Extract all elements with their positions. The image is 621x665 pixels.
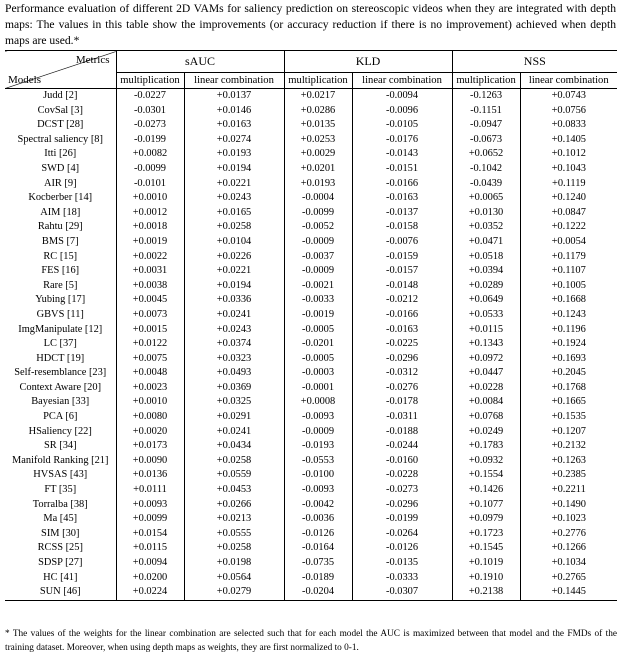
kld-linear-cell: -0.0096 (352, 104, 452, 119)
table-row (5, 206, 617, 221)
kld-linear-cell: -0.0296 (352, 498, 452, 513)
nss-multiplication-cell: +0.1545 (452, 541, 520, 556)
kld-linear-cell: -0.0166 (352, 177, 452, 192)
sauc-linear-cell: +0.0279 (184, 585, 284, 600)
nss-multiplication-cell: +0.0115 (452, 323, 520, 338)
sauc-linear-cell: +0.0325 (184, 395, 284, 410)
model-name-cell: Self-resemblance [23] (14, 367, 107, 379)
table-row (5, 162, 617, 177)
kld-multiplication-cell: -0.0201 (284, 337, 352, 352)
kld-linear-cell: -0.0166 (352, 308, 452, 323)
kld-multiplication-cell: -0.0042 (284, 498, 352, 513)
model-name-cell: Judd [2] (5, 89, 116, 104)
model-name-cell: SR [34] (43, 440, 77, 452)
results-table (5, 50, 617, 601)
nss-multiplication-cell: +0.0533 (452, 308, 520, 323)
nss-multiplication-cell: +0.0649 (452, 293, 520, 308)
sauc-multiplication-cell: +0.0031 (116, 264, 184, 279)
model-name-cell: HDCT [19] (36, 352, 85, 364)
kld-linear-cell: -0.0143 (352, 147, 452, 162)
table-row (5, 439, 617, 454)
sauc-multiplication-cell: +0.0075 (116, 352, 184, 367)
sauc-multiplication-cell: +0.0023 (116, 381, 184, 396)
model-name-cell: HVSAS [43] (33, 469, 88, 481)
nss-multiplication-cell: -0.0673 (452, 133, 520, 148)
table-row (5, 571, 617, 586)
kld-linear-cell: -0.0076 (352, 235, 452, 250)
sauc-multiplication-cell: +0.0010 (116, 395, 184, 410)
kld-multiplication-cell: -0.0033 (284, 293, 352, 308)
kld-linear-cell: -0.0163 (352, 191, 452, 206)
kld-linear-cell: -0.0105 (352, 118, 452, 133)
kld-multiplication-cell: +0.0201 (284, 162, 352, 177)
nss-multiplication-cell: +0.0932 (452, 454, 520, 469)
sauc-multiplication-cell: +0.0122 (116, 337, 184, 352)
kld-linear-cell: -0.0151 (352, 162, 452, 177)
sauc-linear-cell: +0.0274 (184, 133, 284, 148)
subheader-sauc-multiplication: multiplication (116, 73, 184, 89)
nss-multiplication-cell: +0.0768 (452, 410, 520, 425)
sauc-linear-cell: +0.0258 (184, 454, 284, 469)
kld-linear-cell: -0.0244 (352, 439, 452, 454)
kld-multiplication-cell: -0.0021 (284, 279, 352, 294)
kld-linear-cell: -0.0296 (352, 352, 452, 367)
sauc-linear-cell: +0.0226 (184, 250, 284, 265)
model-name-cell: DCST [28] (37, 119, 84, 131)
model-name-cell: BMS [7] (41, 235, 79, 247)
nss-multiplication-cell: +0.0972 (452, 352, 520, 367)
table-row (5, 323, 617, 338)
table-row (5, 381, 617, 396)
sauc-linear-cell: +0.0564 (184, 571, 284, 586)
sauc-multiplication-cell: +0.0082 (116, 147, 184, 162)
model-name-cell: SUN [46] (5, 585, 116, 600)
table-caption: Performance evaluation of different 2D VAMs for saliency prediction on stereoscopic videos when they are integrated with depth maps: The values in this table show the improvements (or accuracy reduction if there is no improvement) achieved when depth maps are used.* (5, 2, 616, 47)
sauc-multiplication-cell: +0.0093 (116, 498, 184, 513)
nss-linear-cell: +0.1023 (520, 512, 617, 527)
table-row (5, 293, 617, 308)
nss-multiplication-cell: -0.1263 (452, 89, 520, 104)
kld-linear-cell: -0.0225 (352, 337, 452, 352)
table-row (5, 220, 617, 235)
kld-multiplication-cell: -0.0009 (284, 264, 352, 279)
nss-multiplication-cell: +0.1783 (452, 439, 520, 454)
subheader-nss-multiplication: multiplication (452, 73, 520, 89)
nss-multiplication-cell: +0.0289 (452, 279, 520, 294)
model-name-cell: Spectral saliency [8] (17, 133, 103, 145)
model-name-cell: Torralba [38] (32, 498, 88, 510)
nss-linear-cell: +0.1693 (520, 352, 617, 367)
model-name-cell: HSaliency [22] (28, 425, 92, 437)
subheader-nss-linear: linear combination (520, 73, 617, 89)
kld-multiplication-cell: -0.0036 (284, 512, 352, 527)
kld-linear-cell: -0.0264 (352, 527, 452, 542)
sauc-multiplication-cell: +0.0073 (116, 308, 184, 323)
table-row (5, 308, 617, 323)
sauc-linear-cell: +0.0493 (184, 366, 284, 381)
kld-multiplication-cell: -0.0004 (284, 191, 352, 206)
sauc-multiplication-cell: +0.0224 (116, 585, 184, 600)
sauc-multiplication-cell: -0.0101 (116, 177, 184, 192)
table-row (5, 395, 617, 410)
kld-multiplication-cell: -0.0009 (284, 235, 352, 250)
nss-multiplication-cell: +0.2138 (452, 585, 520, 600)
nss-multiplication-cell: -0.1042 (452, 162, 520, 177)
kld-multiplication-cell: +0.0286 (284, 104, 352, 119)
sauc-multiplication-cell: +0.0111 (116, 483, 184, 498)
nss-linear-cell: +0.1266 (520, 541, 617, 556)
nss-linear-cell: +0.1768 (520, 381, 617, 396)
sauc-linear-cell: +0.0221 (184, 264, 284, 279)
sauc-linear-cell: +0.0194 (184, 162, 284, 177)
kld-multiplication-cell: +0.0193 (284, 177, 352, 192)
kld-linear-cell: -0.0307 (352, 585, 452, 600)
sauc-linear-cell: +0.0323 (184, 352, 284, 367)
kld-multiplication-cell: -0.0037 (284, 250, 352, 265)
nss-multiplication-cell: +0.1077 (452, 498, 520, 513)
subheader-kld-linear: linear combination (352, 73, 452, 89)
model-name-cell: SDSP [27] (38, 557, 83, 568)
sauc-linear-cell: +0.0291 (184, 410, 284, 425)
nss-multiplication-cell: +0.0979 (452, 512, 520, 527)
kld-multiplication-cell: -0.0553 (284, 454, 352, 469)
table-footnote: * The values of the weights for the linear combination are selected such that for each model the AUC is maximized between that model and the FMDs of the training dataset. Moreover, when using depth maps as weights, they are first normalized to 0-1. (5, 629, 617, 653)
metrics-label: Metrics (75, 54, 110, 66)
kld-linear-cell: -0.0199 (352, 512, 452, 527)
model-name-cell: FES [16] (41, 265, 80, 277)
nss-multiplication-cell: +0.1343 (452, 337, 520, 352)
table-row (5, 147, 617, 162)
nss-linear-cell: +0.1490 (520, 498, 617, 513)
kld-multiplication-cell: -0.0204 (284, 585, 352, 600)
table-row (5, 133, 617, 148)
table-row (5, 410, 617, 425)
table-row (5, 454, 617, 469)
kld-linear-cell: -0.0312 (352, 366, 452, 381)
model-name-cell: HC [41] (43, 571, 78, 583)
group-header-nss: NSS (452, 51, 617, 73)
model-name-cell: ImgManipulate [12] (18, 323, 103, 335)
table-row (5, 425, 617, 440)
kld-linear-cell: -0.0178 (352, 395, 452, 410)
kld-multiplication-cell: +0.0217 (284, 89, 352, 104)
sauc-linear-cell: +0.0146 (184, 104, 284, 119)
nss-multiplication-cell: +0.0471 (452, 235, 520, 250)
kld-multiplication-cell: -0.0099 (284, 206, 352, 221)
nss-multiplication-cell: +0.0249 (452, 425, 520, 440)
nss-multiplication-cell: +0.1019 (452, 556, 520, 571)
table-row (5, 352, 617, 367)
nss-multiplication-cell: +0.0518 (452, 250, 520, 265)
kld-linear-cell: -0.0148 (352, 279, 452, 294)
sauc-multiplication-cell: -0.0099 (116, 162, 184, 177)
nss-linear-cell: +0.1107 (520, 264, 617, 279)
kld-linear-cell: -0.0137 (352, 206, 452, 221)
nss-linear-cell: +0.1222 (520, 220, 617, 235)
group-header-kld: KLD (284, 51, 452, 73)
nss-linear-cell: +0.1034 (520, 556, 617, 571)
model-name-cell: CovSal [3] (37, 104, 83, 116)
table-row (5, 279, 617, 294)
nss-multiplication-cell: +0.0394 (452, 264, 520, 279)
nss-linear-cell: +0.1196 (520, 323, 617, 338)
sauc-linear-cell: +0.0137 (184, 89, 284, 104)
kld-multiplication-cell: +0.0029 (284, 147, 352, 162)
nss-linear-cell: +0.1668 (520, 293, 617, 308)
kld-multiplication-cell: -0.0052 (284, 220, 352, 235)
sauc-linear-cell: +0.0221 (184, 177, 284, 192)
kld-multiplication-cell: -0.0126 (284, 527, 352, 542)
kld-linear-cell: -0.0094 (352, 89, 452, 104)
kld-multiplication-cell: -0.0005 (284, 352, 352, 367)
table-row (5, 104, 617, 119)
sauc-multiplication-cell: +0.0154 (116, 527, 184, 542)
sauc-multiplication-cell: +0.0045 (116, 293, 184, 308)
kld-linear-cell: -0.0212 (352, 293, 452, 308)
nss-linear-cell: +0.1240 (520, 191, 617, 206)
subheader-kld-multiplication: multiplication (284, 73, 352, 89)
model-name-cell: PCA [6] (43, 411, 78, 423)
sauc-multiplication-cell: -0.0273 (116, 118, 184, 133)
sauc-multiplication-cell: +0.0099 (116, 512, 184, 527)
sauc-multiplication-cell: +0.0018 (116, 220, 184, 235)
model-name-cell: Rahtu [29] (37, 221, 83, 233)
table-row (5, 89, 617, 104)
model-name-cell: FT [35] (44, 484, 77, 496)
sauc-linear-cell: +0.0193 (184, 147, 284, 162)
sauc-multiplication-cell: +0.0015 (116, 323, 184, 338)
kld-multiplication-cell: -0.0093 (284, 483, 352, 498)
kld-multiplication-cell: -0.0001 (284, 381, 352, 396)
sauc-multiplication-cell: -0.0199 (116, 133, 184, 148)
nss-multiplication-cell: +0.0652 (452, 147, 520, 162)
table-row (5, 118, 617, 133)
sauc-multiplication-cell: +0.0038 (116, 279, 184, 294)
sauc-linear-cell: +0.0266 (184, 498, 284, 513)
nss-linear-cell: +0.0743 (520, 89, 617, 104)
nss-multiplication-cell: +0.0130 (452, 206, 520, 221)
nss-linear-cell: +0.1405 (520, 133, 617, 148)
nss-multiplication-cell: +0.1554 (452, 468, 520, 483)
nss-linear-cell: +0.0054 (520, 235, 617, 250)
nss-multiplication-cell: +0.0352 (452, 220, 520, 235)
nss-linear-cell: +0.1043 (520, 162, 617, 177)
sauc-multiplication-cell: -0.0227 (116, 89, 184, 104)
sauc-multiplication-cell: +0.0019 (116, 235, 184, 250)
nss-linear-cell: +0.1445 (520, 585, 617, 600)
nss-linear-cell: +0.2211 (520, 483, 617, 498)
sauc-multiplication-cell: +0.0048 (116, 366, 184, 381)
sauc-linear-cell: +0.0198 (184, 556, 284, 571)
nss-linear-cell: +0.1005 (520, 279, 617, 294)
sauc-multiplication-cell: +0.0200 (116, 571, 184, 586)
kld-linear-cell: -0.0228 (352, 468, 452, 483)
nss-multiplication-cell: +0.0084 (452, 395, 520, 410)
nss-linear-cell: +0.1924 (520, 337, 617, 352)
kld-multiplication-cell: -0.0005 (284, 323, 352, 338)
nss-linear-cell: +0.0833 (520, 118, 617, 133)
model-name-cell: SIM [30] (41, 527, 80, 539)
nss-multiplication-cell: +0.1723 (452, 527, 520, 542)
table-row (5, 498, 617, 513)
nss-linear-cell: +0.2385 (520, 468, 617, 483)
sauc-multiplication-cell: +0.0010 (116, 191, 184, 206)
kld-multiplication-cell: -0.0164 (284, 541, 352, 556)
model-name-cell: Kocberber [14] (28, 192, 93, 204)
model-name-cell: LC [37] (43, 338, 77, 350)
sauc-linear-cell: +0.0258 (184, 220, 284, 235)
nss-linear-cell: +0.2045 (520, 366, 617, 381)
nss-multiplication-cell: +0.1910 (452, 571, 520, 586)
kld-linear-cell: -0.0333 (352, 571, 452, 586)
model-name-cell: Context Aware [20] (19, 381, 102, 393)
sauc-multiplication-cell: -0.0301 (116, 104, 184, 119)
nss-linear-cell: +0.0847 (520, 206, 617, 221)
model-name-cell: SWD [4] (41, 162, 80, 174)
sauc-linear-cell: +0.0241 (184, 425, 284, 440)
model-name-cell: Itti [26] (44, 148, 77, 160)
nss-multiplication-cell: +0.1426 (452, 483, 520, 498)
sauc-linear-cell: +0.0559 (184, 468, 284, 483)
kld-linear-cell: -0.0311 (352, 410, 452, 425)
sauc-linear-cell: +0.0336 (184, 293, 284, 308)
table-row (5, 585, 617, 600)
sauc-linear-cell: +0.0165 (184, 206, 284, 221)
nss-linear-cell: +0.1263 (520, 454, 617, 469)
model-name-cell: Ma [45] (43, 513, 78, 525)
table-row (5, 541, 617, 556)
nss-linear-cell: +0.2776 (520, 527, 617, 542)
sauc-linear-cell: +0.0434 (184, 439, 284, 454)
nss-linear-cell: +0.1012 (520, 147, 617, 162)
table-row (5, 483, 617, 498)
kld-multiplication-cell: -0.0100 (284, 468, 352, 483)
sauc-multiplication-cell: +0.0020 (116, 425, 184, 440)
sauc-multiplication-cell: +0.0173 (116, 439, 184, 454)
model-name-cell: Rare [5] (43, 279, 78, 291)
kld-multiplication-cell: -0.0093 (284, 410, 352, 425)
sauc-linear-cell: +0.0194 (184, 279, 284, 294)
sauc-linear-cell: +0.0213 (184, 512, 284, 527)
model-name-cell: RCSS [25] (37, 542, 83, 554)
model-name-cell: GBVS [11] (36, 308, 84, 320)
kld-multiplication-cell: -0.0189 (284, 571, 352, 586)
nss-linear-cell: +0.0756 (520, 104, 617, 119)
kld-linear-cell: -0.0273 (352, 483, 452, 498)
table-row (5, 556, 617, 571)
sauc-linear-cell: +0.0104 (184, 235, 284, 250)
sauc-multiplication-cell: +0.0012 (116, 206, 184, 221)
group-header-sauc: sAUC (116, 51, 284, 73)
table-row (5, 191, 617, 206)
nss-linear-cell: +0.1243 (520, 308, 617, 323)
nss-multiplication-cell: +0.0228 (452, 381, 520, 396)
sauc-linear-cell: +0.0243 (184, 323, 284, 338)
nss-linear-cell: +0.1665 (520, 395, 617, 410)
model-name-cell: AIM [18] (40, 206, 81, 218)
kld-linear-cell: -0.0157 (352, 264, 452, 279)
nss-linear-cell: +0.1119 (520, 177, 617, 192)
kld-linear-cell: -0.0163 (352, 323, 452, 338)
nss-linear-cell: +0.1207 (520, 425, 617, 440)
nss-multiplication-cell: +0.0447 (452, 366, 520, 381)
table-row (5, 366, 617, 381)
kld-linear-cell: -0.0158 (352, 220, 452, 235)
model-name-cell: Yubing [17] (35, 294, 86, 306)
model-name-cell: Manifold Ranking [21] (12, 454, 109, 466)
sauc-multiplication-cell: +0.0094 (116, 556, 184, 571)
nss-multiplication-cell: -0.1151 (452, 104, 520, 119)
nss-linear-cell: +0.2132 (520, 439, 617, 454)
kld-multiplication-cell: -0.0019 (284, 308, 352, 323)
nss-linear-cell: +0.2765 (520, 571, 617, 586)
models-label: Models (8, 74, 41, 86)
nss-multiplication-cell: -0.0947 (452, 118, 520, 133)
kld-multiplication-cell: -0.0735 (284, 556, 352, 571)
kld-multiplication-cell: -0.0003 (284, 366, 352, 381)
kld-linear-cell: -0.0176 (352, 133, 452, 148)
sauc-multiplication-cell: +0.0090 (116, 454, 184, 469)
sauc-multiplication-cell: +0.0136 (116, 468, 184, 483)
nss-linear-cell: +0.1179 (520, 250, 617, 265)
sauc-linear-cell: +0.0243 (184, 191, 284, 206)
sauc-linear-cell: +0.0369 (184, 381, 284, 396)
model-name-cell: AIR [9] (43, 177, 77, 189)
sauc-linear-cell: +0.0555 (184, 527, 284, 542)
table-row (5, 512, 617, 527)
sauc-multiplication-cell: +0.0022 (116, 250, 184, 265)
header-corner-cell (5, 51, 116, 89)
kld-multiplication-cell: +0.0253 (284, 133, 352, 148)
nss-multiplication-cell: +0.0065 (452, 191, 520, 206)
sauc-linear-cell: +0.0374 (184, 337, 284, 352)
kld-multiplication-cell: -0.0009 (284, 425, 352, 440)
sauc-linear-cell: +0.0258 (184, 541, 284, 556)
kld-linear-cell: -0.0135 (352, 556, 452, 571)
table-row (5, 264, 617, 279)
kld-linear-cell: -0.0188 (352, 425, 452, 440)
nss-linear-cell: +0.1535 (520, 410, 617, 425)
kld-multiplication-cell: +0.0135 (284, 118, 352, 133)
kld-multiplication-cell: +0.0008 (284, 395, 352, 410)
kld-linear-cell: -0.0160 (352, 454, 452, 469)
kld-linear-cell: -0.0276 (352, 381, 452, 396)
table-row (5, 337, 617, 352)
table-row (5, 468, 617, 483)
sauc-linear-cell: +0.0241 (184, 308, 284, 323)
table-body (5, 89, 617, 601)
kld-linear-cell: -0.0159 (352, 250, 452, 265)
kld-multiplication-cell: -0.0193 (284, 439, 352, 454)
kld-linear-cell: -0.0126 (352, 541, 452, 556)
sauc-multiplication-cell: +0.0080 (116, 410, 184, 425)
model-name-cell: RC [15] (43, 250, 78, 262)
sauc-linear-cell: +0.0163 (184, 118, 284, 133)
table-row (5, 250, 617, 265)
subheader-sauc-linear: linear combination (184, 73, 284, 89)
sauc-linear-cell: +0.0453 (184, 483, 284, 498)
model-name-cell: Bayesian [33] (31, 396, 90, 408)
nss-multiplication-cell: -0.0439 (452, 177, 520, 192)
table-row (5, 177, 617, 192)
table-row (5, 527, 617, 542)
table-row (5, 235, 617, 250)
sauc-multiplication-cell: +0.0115 (116, 541, 184, 556)
